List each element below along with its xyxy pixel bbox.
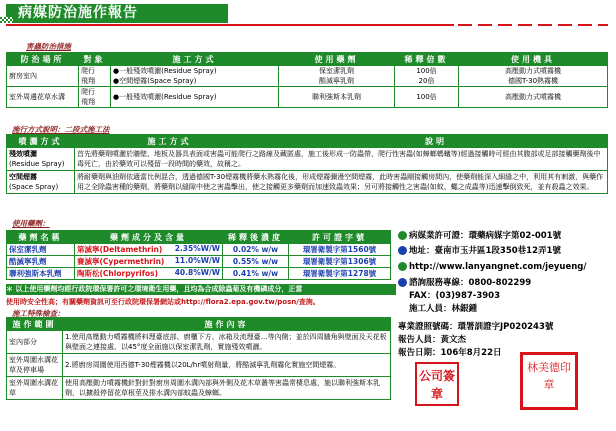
table-header: 使用藥劑 (279, 53, 395, 66)
address-info: 地址：臺南市玉井區1段350巷12弄1號 (398, 245, 561, 258)
report-date: 報告日期：106年8月22日 (398, 348, 502, 358)
table-header-row (7, 318, 391, 331)
license-cell: 環署衛製字第1306號 (289, 256, 391, 268)
table-header: 施作範圍 (7, 318, 63, 331)
table-row (7, 87, 608, 108)
table-row (7, 354, 391, 377)
section-pest-measures: 害蟲防治措施 (26, 42, 71, 51)
license-info: 病媒業許可證：環藥病媒字第02-001號 (398, 230, 561, 243)
area-cell: 室外周圍水溝花草及停車場 (7, 354, 63, 377)
table-header: 防治場所 (7, 53, 79, 66)
method-cell: ●一般殘效噴灑(Residue Spray) (111, 87, 279, 108)
table-header: 稀釋後濃度 (223, 231, 289, 244)
report-title-bar (6, 4, 228, 23)
agent-cell: 聯利強斯本乳劑 (279, 87, 395, 108)
work-scope-table (6, 317, 391, 400)
concentration-cell: 0.02% w/w (223, 244, 289, 256)
area-cell: 室外周圍水溝花草 (7, 377, 63, 400)
table-header-row (7, 231, 391, 244)
ingredient-cell: 第滅寧(Deltamethrin) 2.35%W/W (75, 244, 223, 256)
table-header: 施工方式 (75, 135, 265, 148)
agent-table (6, 230, 391, 280)
table-row (7, 377, 391, 400)
personal-seal-stamp: 林美德印章 (520, 352, 578, 410)
table-header: 施作內容 (63, 318, 391, 331)
fax-info: FAX：(03)987-3903 (409, 291, 500, 301)
title-underline (6, 24, 608, 29)
table-row (7, 148, 608, 171)
company-stamp: 公司簽章 (415, 362, 459, 406)
hotline-info: 諮詢服務專線：0800-802299 (398, 277, 531, 290)
table-header-row (7, 135, 608, 148)
pest-control-table (6, 52, 608, 108)
tool-cell: 高壓動力式噴霧機 (459, 87, 608, 108)
agent-name-cell: 酷滅寧乳劑 (7, 256, 75, 268)
ingredient-cell: 陶斯松(Chlorpyrifos) 40.8%W/W (75, 268, 223, 280)
table-header: 藥劑名稱 (7, 231, 75, 244)
section-agents: 使用藥劑： (12, 219, 50, 228)
table-row (7, 256, 391, 268)
section-method-description: 施行方式說明：二段式施工法 (12, 125, 110, 134)
table-header: 使用機具 (459, 53, 608, 66)
table-header: 稀釋倍數 (395, 53, 459, 66)
target-cell: 爬行 飛翔 (79, 87, 111, 108)
staff-info: 施工人員：林銀鍾 (409, 304, 478, 314)
concentration-cell: 0.41% w/w (223, 268, 289, 280)
ingredient-cell: 賽滅寧(Cypermethrin) 11.0%W/W (75, 256, 223, 268)
tech-license-info: 專業證照號碼：環署訓證字JP020243號 (398, 322, 554, 332)
section-inspection: 施工特殊檢查： (12, 309, 65, 318)
report-title: 病媒防治施作報告 (18, 5, 138, 21)
table-row (7, 244, 391, 256)
table-header: 許可證字號 (289, 231, 391, 244)
safety-note-line1: ＊ 以上使用藥劑均經行政院環保署許可之環境衛生用藥，且均為合成除蟲菊及有機磷成分，正當 (6, 284, 396, 295)
tool-cell: 高壓動力式噴霧機 德國T-30熱霧機 (459, 66, 608, 87)
spray-method-table (6, 134, 608, 194)
content-cell: 1.使用高壓動力噴霧機將料理臺底部、廚櫃下方、冰箱及流理臺…等內側；並於四周牆角與壁面及天花板與壁面之連接處、以45°度全面施以保室潔乳劑，實施殘效噴灑。 (63, 331, 391, 354)
license-cell: 環署衛製字第1560號 (289, 244, 391, 256)
target-cell: 爬行 飛翔 (79, 66, 111, 87)
spray-name-cell: 空間煙霧 (Space Spray) (7, 171, 75, 194)
table-header: 噴灑方式 (7, 135, 75, 148)
dilution-cell: 100倍 (395, 87, 459, 108)
license-cell: 環署衛製字第1278號 (289, 268, 391, 280)
spray-desc-cell: 首先將藥劑噴灑於牆壁、地板及器具表面或害蟲可能爬行之路線及藏匿處，施工後形成一防蟲帶，爬行性害蟲(如蟑螂螞蟻等)經過接觸時可經由其腹部或足部接觸藥劑後中毒死亡，由於藥效可以殘留一段時間的藥效，故稱之。 (75, 148, 608, 171)
table-row (7, 331, 391, 354)
agent-cell: 保室潔乳劑 酷滅寧乳劑 (279, 66, 395, 87)
table-header-row (7, 53, 608, 66)
table-row (7, 171, 608, 194)
place-cell: 室外周邊花草水溝 (7, 87, 79, 108)
area-cell: 室內部分 (7, 331, 63, 354)
agent-name-cell: 聯利強斯本乳劑 (7, 268, 75, 280)
concentration-cell: 0.55% w/w (223, 256, 289, 268)
table-row (7, 268, 391, 280)
dilution-cell: 100倍 20倍 (395, 66, 459, 87)
checker-decoration (0, 17, 13, 23)
table-header: 對象 (79, 53, 111, 66)
table-header: 藥劑成分及含量 (75, 231, 223, 244)
table-header: 施工方式 (111, 53, 279, 66)
table-row (7, 66, 608, 87)
website-link[interactable]: http://www.lanyangnet.com/jeyueng/ (398, 261, 586, 274)
table-header: 說明 (265, 135, 608, 148)
method-cell: ●一般殘效噴灑(Residue Spray) ●空間煙霧(Space Spray) (111, 66, 279, 87)
place-cell: 廚房室內 (7, 66, 79, 87)
content-cell: 使用高壓動力噴霧機針對針對廚房周圍水溝內部與外側及花木草叢等害蟲常棲息處，施以聯利強斯本乳劑，以擴殺停留花草根莖及排水溝內部蚊蟲及蟑螂。 (63, 377, 391, 400)
safety-note-line2: 使用時安全性高；有關藥劑資訊可至行政院環保署網站或http://flora2.epa.gov.tw/posn/查詢。 (6, 298, 320, 306)
content-cell: 2.將廚房周圍使用西德T-30煙霧機以20L/hr噴射劑量，將酷滅寧乳劑霧化實施空間煙霧。 (63, 354, 391, 377)
spray-name-cell: 殘效噴灑 (Residue Spray) (7, 148, 75, 171)
reporter-info: 報告人員：黃文杰 (398, 335, 467, 345)
agent-name-cell: 保室潔乳劑 (7, 244, 75, 256)
spray-desc-cell: 將耐藥劑與油劑依適當比例混合，透過德國T-30煙霧機將藥水熱霧化後，形成煙霧彌漫空間煙霧，此時害蟲剛接觸房間內，使藥劑能深入細縫之中，利用其有刺激，與藥作用之全除蟲害種的藥劑，將藥劑以縫隙中使之害蟲擊出，使之接觸更多藥劑而加速致蟲效果；另可將接觸性之害蟲(如蚊、蠅之成蟲等)迅速擊倒致死，並有殺蟲之效果。 (75, 171, 608, 194)
